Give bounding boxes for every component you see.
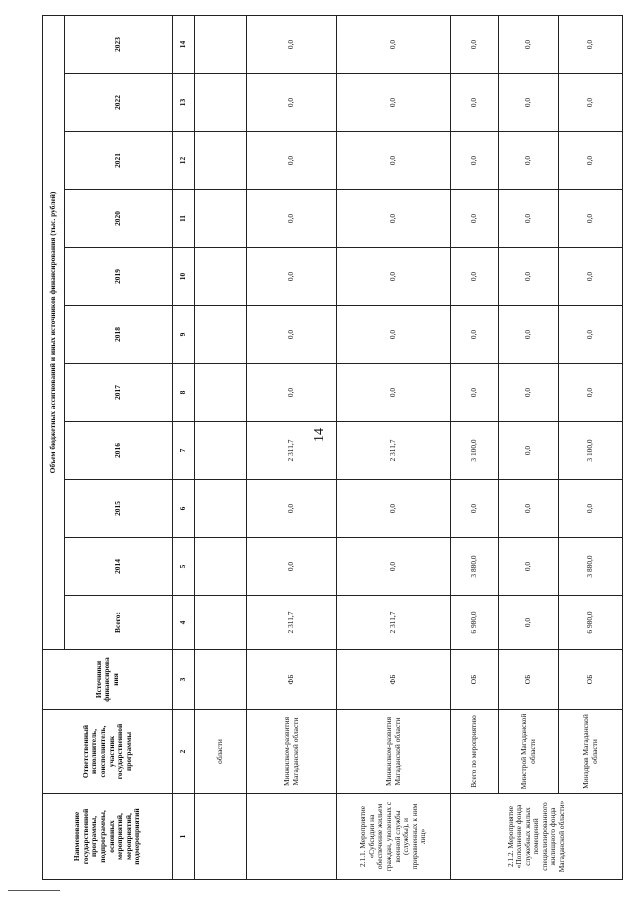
row-executor: Минстрой Магаданской области xyxy=(499,710,559,794)
header-source: Источники финансирова ния xyxy=(43,650,173,710)
row-value: 0,0 xyxy=(451,364,499,422)
column-number: 8 xyxy=(173,364,195,422)
row-executor: Минздрав Магаданской области xyxy=(559,710,623,794)
row-value: 0,0 xyxy=(451,480,499,538)
row-value: 0,0 xyxy=(451,16,499,74)
header-year: 2016 xyxy=(65,422,173,480)
column-number: 2 xyxy=(173,710,195,794)
row-source xyxy=(195,650,247,710)
column-number: 13 xyxy=(173,74,195,132)
row-value xyxy=(195,480,247,538)
row-value: 0,0 xyxy=(451,306,499,364)
page-number: 14 xyxy=(312,428,327,442)
table-row xyxy=(499,16,559,880)
row-value xyxy=(195,16,247,74)
column-number: 6 xyxy=(173,480,195,538)
row-total: 6 980,0 xyxy=(559,596,623,650)
header-total: Всего: xyxy=(65,596,173,650)
row-value: 0,0 xyxy=(337,538,451,596)
row-value: 0,0 xyxy=(499,422,559,480)
row-value: 0,0 xyxy=(247,538,337,596)
row-total: 6 980,0 xyxy=(451,596,499,650)
row-value xyxy=(195,132,247,190)
row-value: 0,0 xyxy=(247,480,337,538)
row-executor: Минжилком-развития Магаданской области xyxy=(337,710,451,794)
row-value: 0,0 xyxy=(559,306,623,364)
row-value: 0,0 xyxy=(451,132,499,190)
row-value: 0,0 xyxy=(451,248,499,306)
row-value: 0,0 xyxy=(499,132,559,190)
row-value: 3 100,0 xyxy=(559,422,623,480)
column-number-row xyxy=(173,16,195,880)
row-value: 3 880,0 xyxy=(451,538,499,596)
row-value: 2 311,7 xyxy=(247,422,337,480)
row-value: 0,0 xyxy=(559,16,623,74)
row-value: 0,0 xyxy=(247,364,337,422)
header-year: 2018 xyxy=(65,306,173,364)
row-value: 0,0 xyxy=(559,132,623,190)
table-row xyxy=(451,16,499,880)
row-value: 0,0 xyxy=(499,74,559,132)
column-number: 9 xyxy=(173,306,195,364)
row-total: 2 311,7 xyxy=(337,596,451,650)
row-value: 2 311,7 xyxy=(337,422,451,480)
row-value: 0,0 xyxy=(247,190,337,248)
row-source: ОБ xyxy=(451,650,499,710)
row-value xyxy=(195,538,247,596)
column-number: 10 xyxy=(173,248,195,306)
header-year: 2014 xyxy=(65,538,173,596)
column-number: 4 xyxy=(173,596,195,650)
row-value: 0,0 xyxy=(337,364,451,422)
row-name: 2.1.2. Мероприятие «Пополнение фонда служебных жилых помещений специализированного жилищного фонда Магаданской области» xyxy=(451,794,623,880)
row-executor: Минжилком-развития Магаданской области xyxy=(247,710,337,794)
row-total xyxy=(195,596,247,650)
row-value: 3 100,0 xyxy=(451,422,499,480)
financing-table xyxy=(42,15,623,880)
header-year: 2021 xyxy=(65,132,173,190)
row-value: 0,0 xyxy=(337,74,451,132)
row-value: 0,0 xyxy=(247,132,337,190)
row-value: 0,0 xyxy=(337,132,451,190)
table-row xyxy=(247,16,337,880)
column-number: 5 xyxy=(173,538,195,596)
header-year: 2023 xyxy=(65,16,173,74)
header-program-name: Наименование государственной программы, подпрограммы, основных мероприятий, мероприятий, подмероприятий xyxy=(43,794,173,880)
column-number: 14 xyxy=(173,16,195,74)
row-executor: области xyxy=(195,710,247,794)
column-number: 3 xyxy=(173,650,195,710)
table-row xyxy=(195,16,247,880)
row-value xyxy=(195,306,247,364)
rotated-page-content xyxy=(42,20,622,880)
header-financing-group: Объем бюджетных ассигнований и иных источников финансирования (тыс. рублей) xyxy=(43,16,65,650)
row-value xyxy=(195,422,247,480)
header-year: 2015 xyxy=(65,480,173,538)
row-value: 0,0 xyxy=(559,248,623,306)
row-source: ФБ xyxy=(337,650,451,710)
row-value: 0,0 xyxy=(499,190,559,248)
column-number: 12 xyxy=(173,132,195,190)
row-value xyxy=(195,190,247,248)
header-row-group xyxy=(43,16,65,880)
row-value: 0,0 xyxy=(451,74,499,132)
row-value: 0,0 xyxy=(499,16,559,74)
row-value: 0,0 xyxy=(337,16,451,74)
column-number: 1 xyxy=(173,794,195,880)
row-value: 0,0 xyxy=(337,248,451,306)
row-executor: Всего по мероприятию xyxy=(451,710,499,794)
table-row xyxy=(559,16,623,880)
header-year: 2020 xyxy=(65,190,173,248)
row-value: 0,0 xyxy=(499,364,559,422)
row-value: 0,0 xyxy=(247,248,337,306)
row-value xyxy=(195,364,247,422)
row-value xyxy=(195,248,247,306)
column-number: 7 xyxy=(173,422,195,480)
row-total: 2 311,7 xyxy=(247,596,337,650)
header-year: 2017 xyxy=(65,364,173,422)
row-value: 0,0 xyxy=(499,538,559,596)
row-source: ФБ xyxy=(247,650,337,710)
table-row xyxy=(337,16,451,880)
header-year: 2022 xyxy=(65,74,173,132)
header-executor: Ответственный исполнитель, соисполнитель, участник государственной программы xyxy=(43,710,173,794)
row-value: 0,0 xyxy=(247,306,337,364)
footnote-separator xyxy=(8,890,60,891)
row-value xyxy=(195,74,247,132)
row-name: 2.1.1. Мероприятие «Субсидии на обеспечение жильем граждан, уволенных с военной службы (службы), и приравненных к ним лиц» xyxy=(337,794,451,880)
row-value: 0,0 xyxy=(337,480,451,538)
row-value: 0,0 xyxy=(247,74,337,132)
header-year: 2019 xyxy=(65,248,173,306)
row-source: ОБ xyxy=(559,650,623,710)
row-value: 0,0 xyxy=(499,480,559,538)
row-value: 0,0 xyxy=(337,306,451,364)
row-value: 0,0 xyxy=(247,16,337,74)
row-name xyxy=(247,794,337,880)
row-total: 0,0 xyxy=(499,596,559,650)
row-value: 0,0 xyxy=(559,480,623,538)
column-number: 11 xyxy=(173,190,195,248)
row-value: 0,0 xyxy=(559,190,623,248)
row-value: 0,0 xyxy=(559,74,623,132)
row-name xyxy=(195,794,247,880)
row-source: ОБ xyxy=(499,650,559,710)
row-value: 0,0 xyxy=(337,190,451,248)
row-value: 0,0 xyxy=(451,190,499,248)
row-value: 0,0 xyxy=(499,248,559,306)
row-value: 3 880,0 xyxy=(559,538,623,596)
row-value: 0,0 xyxy=(499,306,559,364)
row-value: 0,0 xyxy=(559,364,623,422)
